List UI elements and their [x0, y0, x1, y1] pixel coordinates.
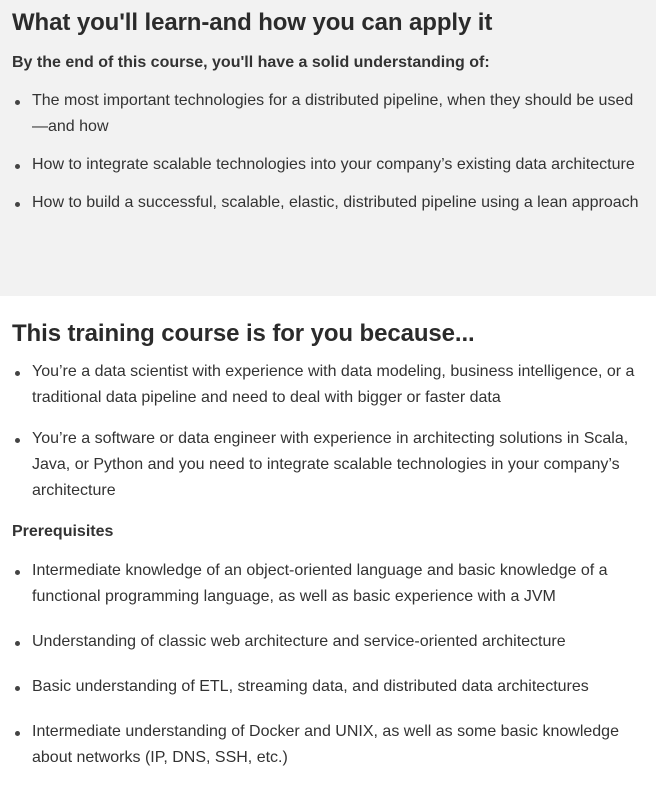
learn-item: How to build a successful, scalable, elastic, distributed pipeline using a lean approach [12, 190, 644, 216]
audience-section [0, 296, 656, 771]
prerequisites-heading: Prerequisites [12, 523, 114, 540]
audience-item: You’re a data scientist with experience with data modeling, business intelligence, or a traditional data pipeline and need to deal with bigger or faster data [12, 359, 644, 411]
prerequisite-item: Basic understanding of ETL, streaming data, and distributed data architectures [12, 674, 644, 700]
learn-item: The most important technologies for a distributed pipeline, when they should be used—and how [12, 88, 644, 140]
learn-item: How to integrate scalable technologies into your company’s existing data architecture [12, 152, 644, 178]
audience-item: You’re a software or data engineer with experience in architecting solutions in Scala, Java, or Python and you need to integrate scalable technologies in your company’s architecture [12, 426, 644, 504]
audience-heading: This training course is for you because... [12, 320, 475, 347]
prerequisites-list [12, 558, 644, 771]
prerequisite-item: Understanding of classic web architecture and service-oriented architecture [12, 629, 644, 655]
learn-intro: By the end of this course, you'll have a solid understanding of: [12, 54, 490, 71]
learn-list [12, 88, 644, 216]
audience-list [12, 359, 644, 504]
learn-heading: What you'll learn-and how you can apply it [12, 9, 493, 36]
prerequisite-item: Intermediate understanding of Docker and UNIX, as well as some basic knowledge about networks (IP, DNS, SSH, etc.) [12, 719, 644, 771]
learn-section [0, 0, 656, 296]
prerequisite-item: Intermediate knowledge of an object-oriented language and basic knowledge of a functional programming language, as well as basic experience with a JVM [12, 558, 644, 610]
